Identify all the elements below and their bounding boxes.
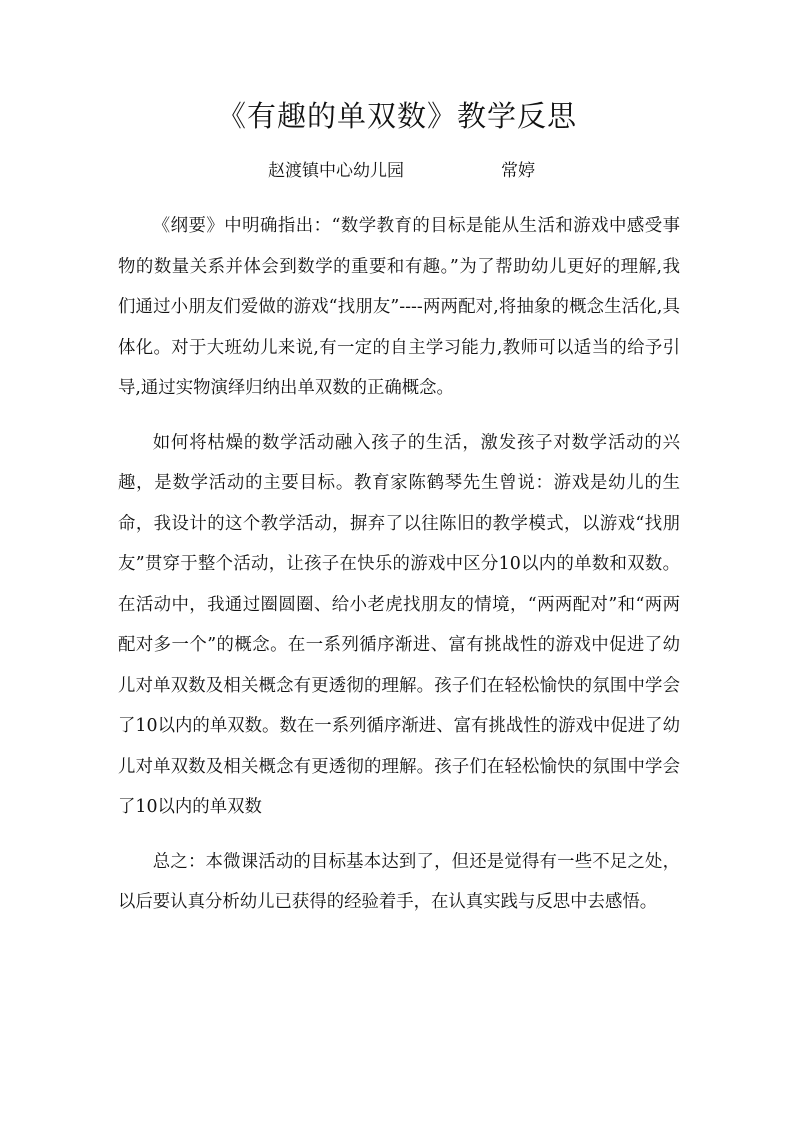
author-name: 常婷 — [501, 161, 535, 181]
organization-name: 赵渡镇中心幼儿园 — [268, 161, 404, 181]
paragraph-2: 如何将枯燥的数学活动融入孩子的生活，激发孩子对数学活动的兴趣，是数学活动的主要目标。教育家陈鹤琴先生曾说：游戏是幼儿的生命，我设计的这个教学活动，摒弃了以往陈旧的教学模式，以游戏“找朋友”贯穿于整个活动，让孩子在快乐的游戏中区分10以内的单数和双数。在活动中，我通过圈圆圈、给小老虎找朋友的情境，“两两配对”和“两两配对多一个”的概念。在一系列循序渐进、富有挑战性的游戏中促进了幼儿对单双数及相关概念有更透彻的理解。孩子们在轻松愉快的氛围中学会了10以内的单双数。数在一系列循序渐进、富有挑战性的游戏中促进了幼儿对单双数及相关概念有更透彻的理解。孩子们在轻松愉快的氛围中学会了10以内的单双数 — [118, 432, 680, 817]
byline — [0, 156, 794, 186]
paragraph-1: 《纲要》中明确指出：“数学教育的目标是能从生活和游戏中感受事物的数量关系并体会到数学的重要和有趣。”为了帮助幼儿更好的理解,我们通过小朋友们爱做的游戏“找朋友”----两两配对,将抽象的概念生活化,具体化。对于大班幼儿来说,有一定的自主学习能力,教师可以适当的给予引导,通过实物演绎归纳出单双数的正确概念。 — [118, 216, 680, 398]
document-body — [118, 206, 680, 923]
paragraph-3: 总之：本微课活动的目标基本达到了，但还是觉得有一些不足之处，以后要认真分析幼儿已获得的经验着手，在认真实践与反思中去感悟。 — [118, 851, 680, 912]
document-title: 《有趣的单双数》教学反思 — [216, 99, 577, 133]
